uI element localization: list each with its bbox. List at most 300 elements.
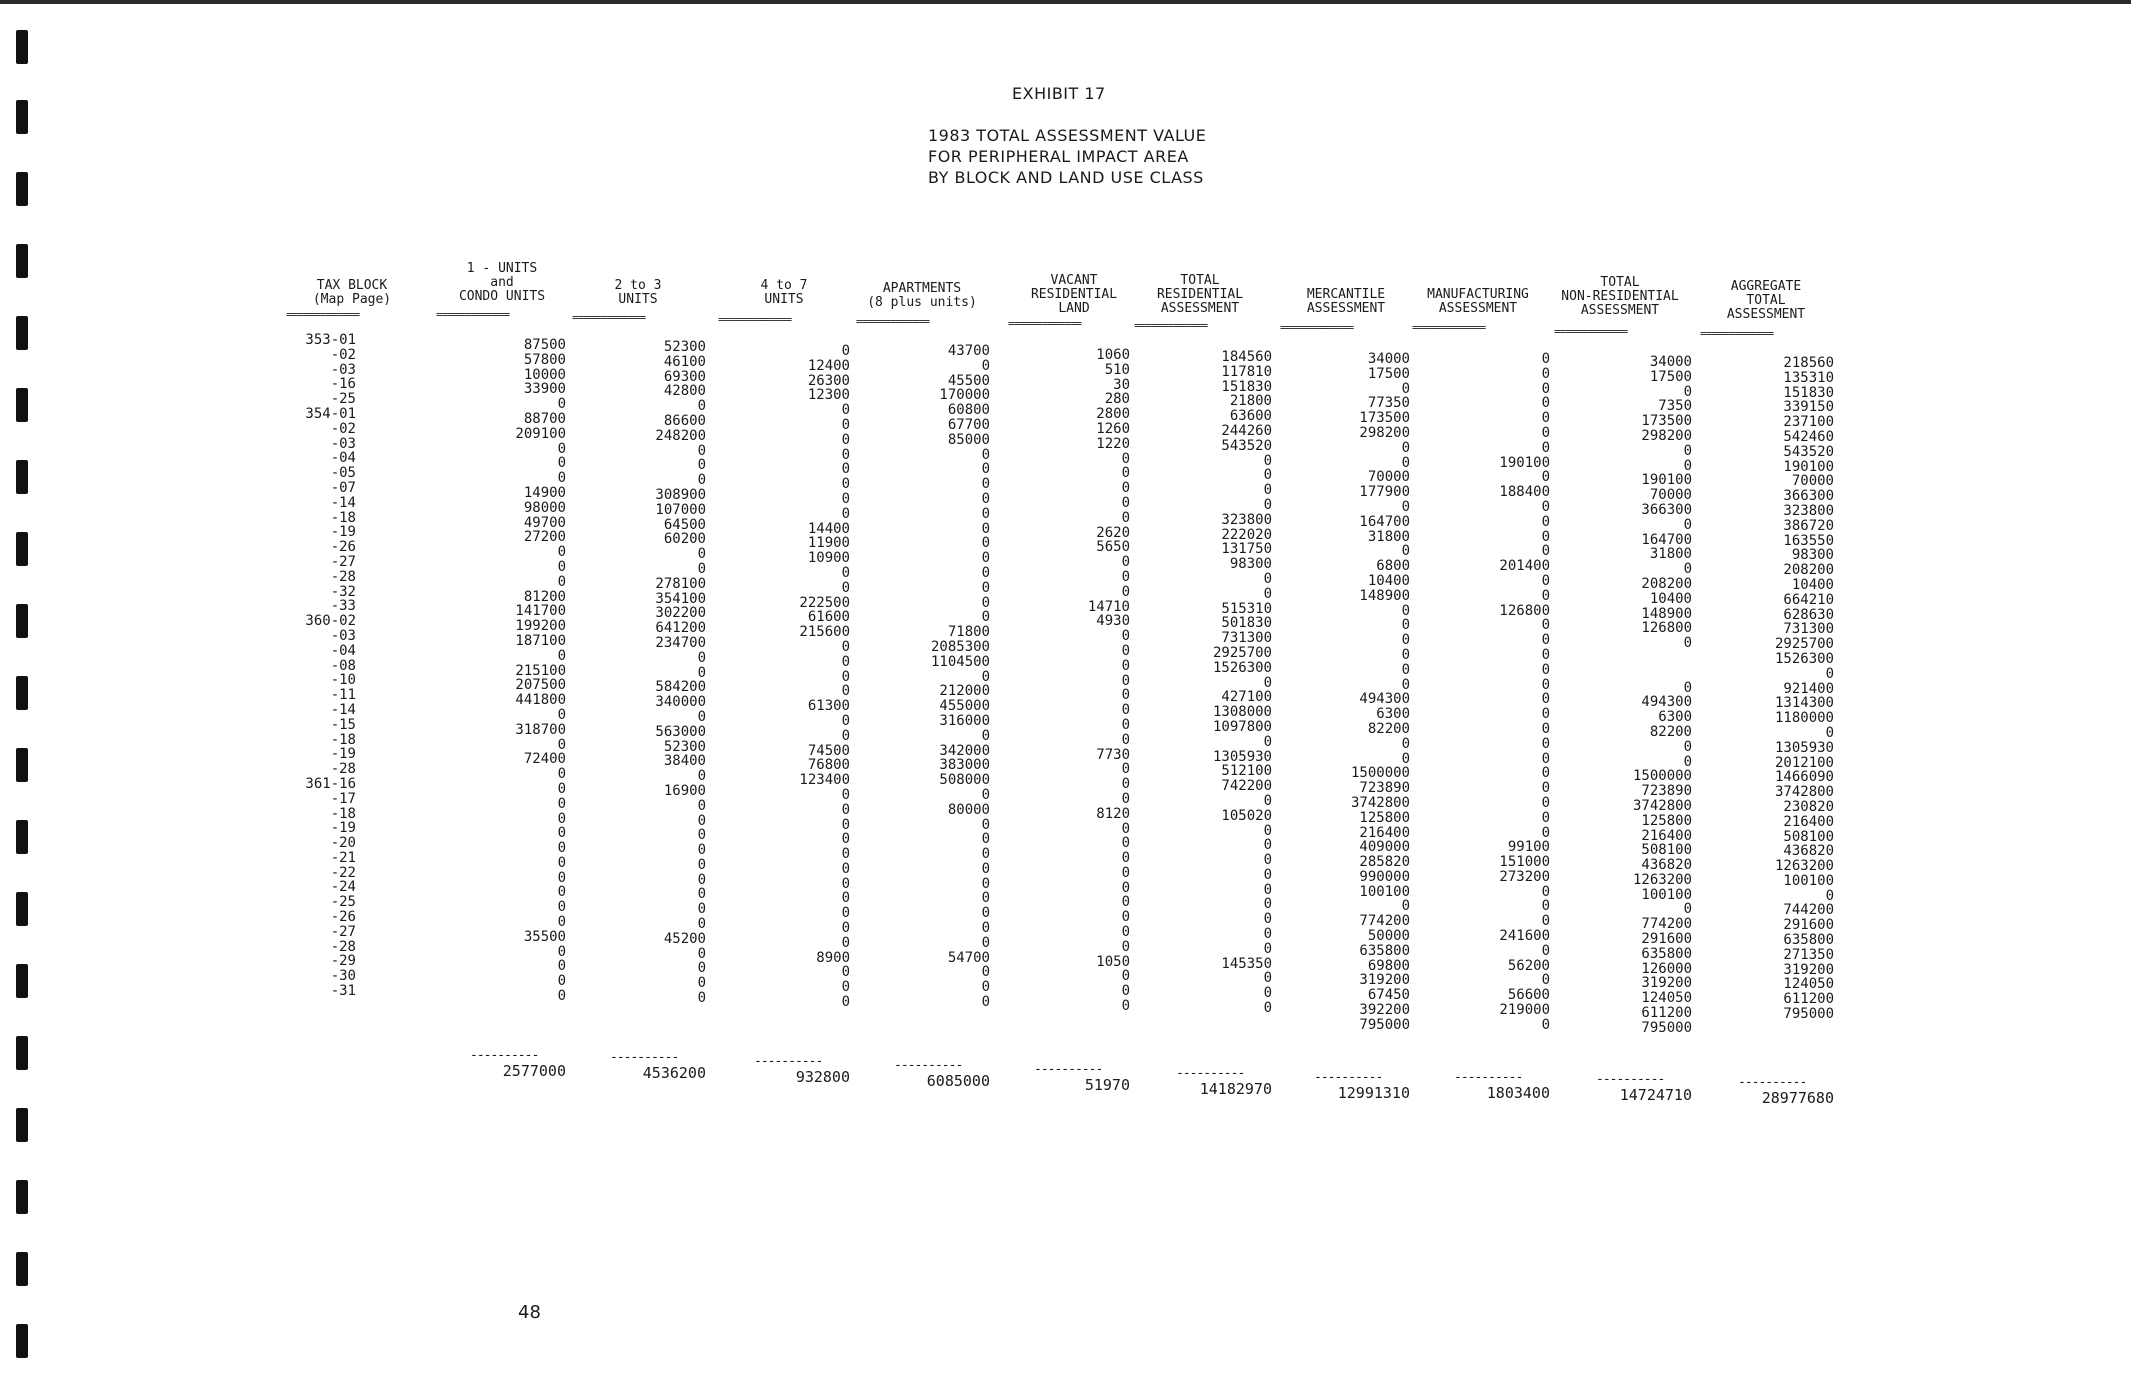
table-cell: 0 [981, 668, 990, 685]
table-cell: 0 [841, 905, 850, 922]
table-cell: 0 [697, 901, 706, 918]
table-cell: 30 [1113, 376, 1130, 393]
table-cell: 1305930 [1774, 739, 1834, 756]
table-cell: -03 [330, 435, 356, 452]
table-cell: 0 [1121, 687, 1130, 704]
column-values [436, 338, 566, 1004]
table-cell: 60200 [663, 531, 706, 548]
table-cell: 0 [1541, 691, 1550, 708]
table-cell: 82200 [1367, 720, 1410, 737]
table-cell: 85000 [947, 431, 990, 448]
table-cell: 0 [1121, 465, 1130, 482]
table-cell: 319200 [1359, 972, 1410, 989]
table-cell: 0 [1121, 983, 1130, 1000]
table-cell: 723890 [1359, 780, 1410, 797]
header-separator: ============= [436, 309, 510, 320]
table-cell: 0 [697, 827, 706, 844]
table-cell: 0 [1263, 837, 1272, 854]
table-cell: 0 [981, 727, 990, 744]
table-cell: 0 [981, 357, 990, 374]
table-cell: 244260 [1221, 422, 1272, 439]
table-cell: 0 [557, 455, 566, 472]
table-cell: 0 [981, 579, 990, 596]
table-cell: 125800 [1359, 809, 1410, 826]
table-cell: 0 [1121, 850, 1130, 867]
table-cell: 0 [1121, 628, 1130, 645]
table-cell: 100100 [1641, 886, 1692, 903]
table-cell: 46100 [663, 353, 706, 370]
table-cell: 542460 [1783, 428, 1834, 445]
table-cell: 0 [557, 988, 566, 1005]
column-total: 14724710 [1619, 1086, 1692, 1104]
table-cell: 218560 [1783, 355, 1834, 371]
table-cell: 2620 [1096, 524, 1130, 541]
table-cell: 0 [1401, 498, 1410, 515]
table-cell: 427100 [1221, 689, 1272, 706]
table-cell: -28 [330, 761, 356, 778]
table-cell: -14 [330, 494, 356, 511]
table-cell: 611200 [1641, 1005, 1692, 1022]
table-cell: 2800 [1096, 406, 1130, 423]
table-cell: 0 [697, 945, 706, 962]
table-cell: 0 [697, 664, 706, 681]
table-cell: 0 [981, 550, 990, 567]
table-cell: 5650 [1096, 539, 1130, 556]
table-cell: 0 [1401, 632, 1410, 649]
table-cell: 14400 [807, 520, 850, 537]
table-cell: 145350 [1221, 955, 1272, 972]
table-cell: 69300 [663, 368, 706, 385]
table-cell: -19 [330, 524, 356, 541]
table-cell: 0 [1541, 617, 1550, 634]
table-cell: 0 [1121, 672, 1130, 689]
table-cell: 0 [557, 810, 566, 827]
total-rule: ---------- [1314, 1070, 1383, 1085]
table-cell: 0 [1121, 494, 1130, 511]
table-cell: 10900 [807, 550, 850, 567]
table-cell: 216400 [1359, 824, 1410, 841]
table-cell: 0 [1683, 383, 1692, 400]
table-cell: 1050 [1096, 953, 1130, 970]
table-cell: -16 [330, 376, 356, 393]
table-cell: 81200 [523, 588, 566, 605]
table-cell: 0 [981, 446, 990, 463]
header-separator: ============= [718, 314, 792, 325]
table-cell: 0 [1121, 716, 1130, 733]
table-cell: 190100 [1499, 454, 1550, 471]
title-line-3: BY BLOCK AND LAND USE CLASS [928, 168, 1204, 187]
table-cell: 199200 [515, 618, 566, 635]
column-values [1562, 355, 1692, 1036]
table-cell: 0 [1401, 750, 1410, 767]
column-values [1704, 356, 1834, 1022]
table-cell: 0 [1401, 380, 1410, 397]
table-cell: 0 [1401, 735, 1410, 752]
table-cell: 0 [1683, 635, 1692, 652]
table-cell: 173500 [1641, 413, 1692, 430]
table-cell: 0 [1401, 898, 1410, 915]
table-cell: 248200 [655, 427, 706, 444]
table-cell: 0 [841, 816, 850, 833]
table-cell: 795000 [1783, 1006, 1834, 1023]
table-cell: 123400 [799, 772, 850, 789]
table-cell: 1104500 [930, 653, 990, 670]
table-cell: 0 [1541, 632, 1550, 649]
table-cell: 164700 [1359, 513, 1410, 530]
table-cell: -08 [330, 657, 356, 674]
table-cell: 77350 [1367, 395, 1410, 412]
table-cell: 0 [1121, 731, 1130, 748]
table-cell: 67700 [947, 416, 990, 433]
table-cell: 88700 [523, 410, 566, 427]
table-cell: 0 [1263, 733, 1272, 750]
table-cell: 0 [981, 846, 990, 863]
table-cell: 731300 [1783, 621, 1834, 638]
table-cell: -04 [330, 642, 356, 659]
table-cell: 190100 [1783, 458, 1834, 475]
table-cell: 0 [557, 958, 566, 975]
table-cell: 323800 [1221, 511, 1272, 528]
table-cell: 0 [1401, 602, 1410, 619]
table-cell: 0 [1541, 765, 1550, 782]
table-cell: 12300 [807, 387, 850, 404]
column-values [860, 344, 990, 1010]
table-cell: 383000 [939, 757, 990, 774]
table-cell: 0 [1541, 913, 1550, 930]
table-cell: 56600 [1507, 987, 1550, 1004]
table-cell: 0 [841, 831, 850, 848]
table-cell: 0 [841, 920, 850, 937]
table-cell: 34000 [1649, 354, 1692, 370]
column-header: 1 - UNITS and CONDO UNITS [458, 261, 546, 304]
table-cell: 774200 [1359, 913, 1410, 930]
table-cell: 0 [1541, 809, 1550, 826]
column-header: MANUFACTURING ASSESSMENT [1427, 287, 1529, 316]
binder-hole [16, 388, 28, 422]
table-cell: 61600 [807, 609, 850, 626]
page-number: 48 [518, 1302, 541, 1323]
table-cell: 409000 [1359, 839, 1410, 856]
table-cell: 392200 [1359, 1002, 1410, 1019]
table-cell: 0 [697, 457, 706, 474]
table-cell: 921400 [1783, 680, 1834, 697]
table-cell: 0 [981, 994, 990, 1011]
table-cell: -15 [330, 716, 356, 733]
table-cell: 11900 [807, 535, 850, 552]
table-cell: 52300 [663, 738, 706, 755]
table-cell: 635800 [1359, 942, 1410, 959]
table-cell: 0 [1541, 676, 1550, 693]
table-cell: 0 [981, 934, 990, 951]
table-cell: 0 [841, 579, 850, 596]
table-cell: 177900 [1359, 484, 1410, 501]
binder-hole [16, 604, 28, 638]
table-cell: 436820 [1783, 843, 1834, 860]
table-cell: 543520 [1221, 437, 1272, 454]
table-cell: 0 [1683, 457, 1692, 474]
table-cell: 0 [841, 476, 850, 493]
table-cell: 584200 [655, 679, 706, 696]
table-cell: 1260 [1096, 420, 1130, 437]
table-cell: 27200 [523, 529, 566, 546]
table-cell: 0 [1121, 702, 1130, 719]
scan-top-edge [0, 0, 2131, 4]
table-cell: 361-16 [305, 775, 356, 792]
table-cell: 1466090 [1774, 769, 1834, 786]
table-cell: 1263200 [1774, 858, 1834, 875]
table-cell: -19 [330, 820, 356, 837]
table-cell: 1308000 [1212, 704, 1272, 721]
table-cell: 0 [1263, 496, 1272, 513]
binder-hole [16, 244, 28, 278]
table-cell: 723890 [1641, 783, 1692, 800]
table-cell: 42800 [663, 383, 706, 400]
column-total: 51970 [1084, 1076, 1130, 1094]
table-cell: 0 [697, 649, 706, 666]
table-cell: 8900 [816, 949, 850, 966]
column-header: AGGREGATE TOTAL ASSESSMENT [1726, 279, 1806, 322]
table-cell: 0 [981, 786, 990, 803]
table-cell: 117810 [1221, 363, 1272, 380]
table-cell: 0 [697, 871, 706, 888]
header-separator: ============= [572, 312, 646, 323]
table-cell: 0 [981, 979, 990, 996]
table-cell: 0 [1541, 351, 1550, 367]
table-cell: 2012100 [1774, 754, 1834, 771]
table-cell: 0 [1263, 881, 1272, 898]
table-cell: 0 [1541, 972, 1550, 989]
table-cell: -27 [330, 923, 356, 940]
table-cell: 0 [697, 546, 706, 563]
table-cell: 436820 [1641, 857, 1692, 874]
table-cell: 291600 [1641, 931, 1692, 948]
table-cell: 6300 [1658, 709, 1692, 726]
table-cell: 0 [1121, 568, 1130, 585]
table-cell: 1314300 [1774, 695, 1834, 712]
table-cell: 795000 [1359, 1016, 1410, 1033]
table-cell: 76800 [807, 757, 850, 774]
table-cell: 0 [1263, 852, 1272, 869]
table-cell: 0 [1825, 665, 1834, 682]
table-cell: 1220 [1096, 435, 1130, 452]
table-cell: -20 [330, 835, 356, 852]
table-cell: 0 [1401, 439, 1410, 456]
table-cell: 0 [1541, 498, 1550, 515]
table-cell: 635800 [1641, 945, 1692, 962]
table-cell: 208200 [1641, 575, 1692, 592]
table-cell: 69800 [1367, 957, 1410, 974]
table-cell: 0 [981, 564, 990, 581]
table-cell: 0 [697, 398, 706, 415]
header-separator: ============= [1412, 322, 1486, 333]
table-cell: 3742800 [1350, 794, 1410, 811]
table-cell: 0 [841, 875, 850, 892]
table-cell: 52300 [663, 339, 706, 355]
table-cell: -28 [330, 938, 356, 955]
title-line-1: 1983 TOTAL ASSESSMENT VALUE [928, 126, 1207, 145]
table-cell: 80000 [947, 801, 990, 818]
table-cell: -18 [330, 509, 356, 526]
header-separator: ============= [1134, 320, 1208, 331]
table-cell: 14900 [523, 484, 566, 501]
table-cell: 0 [1121, 924, 1130, 941]
table-cell: 0 [1263, 970, 1272, 987]
table-cell: 510 [1104, 361, 1130, 378]
table-cell: 14710 [1087, 598, 1130, 615]
table-cell: 0 [981, 964, 990, 981]
table-cell: 201400 [1499, 558, 1550, 575]
table-cell: 0 [841, 994, 850, 1011]
table-cell: 60800 [947, 402, 990, 419]
table-cell: 0 [557, 899, 566, 916]
table-cell: 1060 [1096, 347, 1130, 363]
binder-hole [16, 1036, 28, 1070]
table-cell: 17500 [1649, 368, 1692, 385]
table-cell: 366300 [1641, 501, 1692, 518]
column-header: TOTAL RESIDENTIAL ASSESSMENT [1156, 273, 1244, 316]
table-cell: -22 [330, 864, 356, 881]
table-cell: 3742800 [1774, 784, 1834, 801]
table-cell: 285820 [1359, 854, 1410, 871]
table-cell: 0 [1263, 822, 1272, 839]
table-cell: 0 [1541, 469, 1550, 486]
table-cell: 319200 [1641, 975, 1692, 992]
table-cell: 0 [841, 890, 850, 907]
table-cell: 49700 [523, 514, 566, 531]
column-values [1142, 350, 1272, 1016]
table-cell: 237100 [1783, 414, 1834, 431]
column-values [1000, 348, 1130, 1014]
table-cell: 70000 [1649, 487, 1692, 504]
column-header: 2 to 3 UNITS [614, 278, 662, 307]
table-cell: 215600 [799, 624, 850, 641]
table-cell: 74500 [807, 742, 850, 759]
table-cell: 0 [1121, 657, 1130, 674]
table-cell: 0 [697, 975, 706, 992]
table-cell: 0 [1541, 720, 1550, 737]
table-cell: 0 [1541, 439, 1550, 456]
table-cell: 508000 [939, 772, 990, 789]
table-cell: 163550 [1783, 532, 1834, 549]
table-cell: 0 [981, 476, 990, 493]
table-cell: 1180000 [1774, 710, 1834, 727]
binder-hole [16, 1324, 28, 1358]
table-cell: 0 [1541, 1016, 1550, 1033]
table-cell: 0 [1121, 642, 1130, 659]
table-cell: 10400 [1791, 576, 1834, 593]
table-cell: 10400 [1649, 590, 1692, 607]
table-cell: 0 [981, 535, 990, 552]
table-cell: 87500 [523, 337, 566, 353]
table-cell: 131750 [1221, 541, 1272, 558]
table-cell: 7730 [1096, 746, 1130, 763]
table-cell: 67450 [1367, 987, 1410, 1004]
table-cell: 0 [557, 647, 566, 664]
table-cell: 0 [1121, 835, 1130, 852]
table-cell: 0 [841, 860, 850, 877]
column-header: MERCANTILE ASSESSMENT [1306, 287, 1386, 316]
table-cell: 6300 [1376, 706, 1410, 723]
table-cell: 31800 [1649, 546, 1692, 563]
total-rule: ---------- [1454, 1070, 1523, 1085]
table-cell: 148900 [1641, 605, 1692, 622]
table-cell: 441800 [515, 692, 566, 709]
table-cell: 0 [1263, 482, 1272, 499]
table-cell: -26 [330, 539, 356, 556]
table-cell: 0 [697, 960, 706, 977]
table-cell: 543520 [1783, 443, 1834, 460]
table-cell: 0 [557, 736, 566, 753]
table-cell: 1526300 [1212, 659, 1272, 676]
header-separator: ============= [1700, 328, 1774, 339]
table-cell: 1097800 [1212, 718, 1272, 735]
column-values [576, 340, 706, 1006]
column-header: 4 to 7 UNITS [760, 278, 808, 307]
table-cell: -18 [330, 731, 356, 748]
table-cell: 216400 [1641, 827, 1692, 844]
table-cell: 774200 [1641, 916, 1692, 933]
table-cell: 98300 [1791, 547, 1834, 564]
table-cell: 0 [981, 920, 990, 937]
column-header: VACANT RESIDENTIAL LAND [1030, 273, 1118, 316]
table-cell: 126000 [1641, 960, 1692, 977]
header-separator: ============= [856, 316, 930, 327]
binder-hole [16, 892, 28, 926]
table-cell: 0 [1263, 792, 1272, 809]
table-cell: 107000 [655, 501, 706, 518]
title-line-2: FOR PERIPHERAL IMPACT AREA [928, 147, 1189, 166]
table-cell: 2085300 [930, 638, 990, 655]
column-values [720, 344, 850, 1010]
table-cell: 241600 [1499, 928, 1550, 945]
table-cell: 0 [1121, 554, 1130, 571]
table-cell: 0 [841, 343, 850, 359]
table-cell: 0 [1263, 985, 1272, 1002]
column-total: 1803400 [1486, 1084, 1550, 1102]
table-cell: 354-01 [305, 405, 356, 422]
total-rule: ---------- [470, 1048, 539, 1063]
table-cell: 0 [697, 990, 706, 1007]
column-total: 932800 [795, 1068, 850, 1086]
table-cell: 298200 [1359, 424, 1410, 441]
table-cell: 563000 [655, 723, 706, 740]
total-rule: ---------- [894, 1058, 963, 1073]
table-cell: 1263200 [1632, 871, 1692, 888]
table-cell: -05 [330, 465, 356, 482]
table-cell: 2925700 [1212, 644, 1272, 661]
table-cell: 0 [1263, 926, 1272, 943]
table-cell: 0 [1263, 570, 1272, 587]
column-values [1280, 352, 1410, 1033]
total-rule: ---------- [1034, 1062, 1103, 1077]
table-cell: 0 [981, 609, 990, 626]
table-cell: 0 [841, 668, 850, 685]
column-values [1420, 352, 1550, 1033]
table-cell: 0 [1541, 883, 1550, 900]
table-cell: 222020 [1221, 526, 1272, 543]
table-cell: 86600 [663, 412, 706, 429]
table-cell: 230820 [1783, 798, 1834, 815]
table-cell: 0 [557, 884, 566, 901]
table-cell: 43700 [947, 343, 990, 359]
table-cell: 50000 [1367, 928, 1410, 945]
table-cell: 222500 [799, 594, 850, 611]
total-rule: ---------- [1596, 1072, 1665, 1087]
table-cell: 494300 [1641, 694, 1692, 711]
total-rule: ---------- [1176, 1066, 1245, 1081]
table-cell: 126800 [1641, 620, 1692, 637]
binder-hole [16, 316, 28, 350]
